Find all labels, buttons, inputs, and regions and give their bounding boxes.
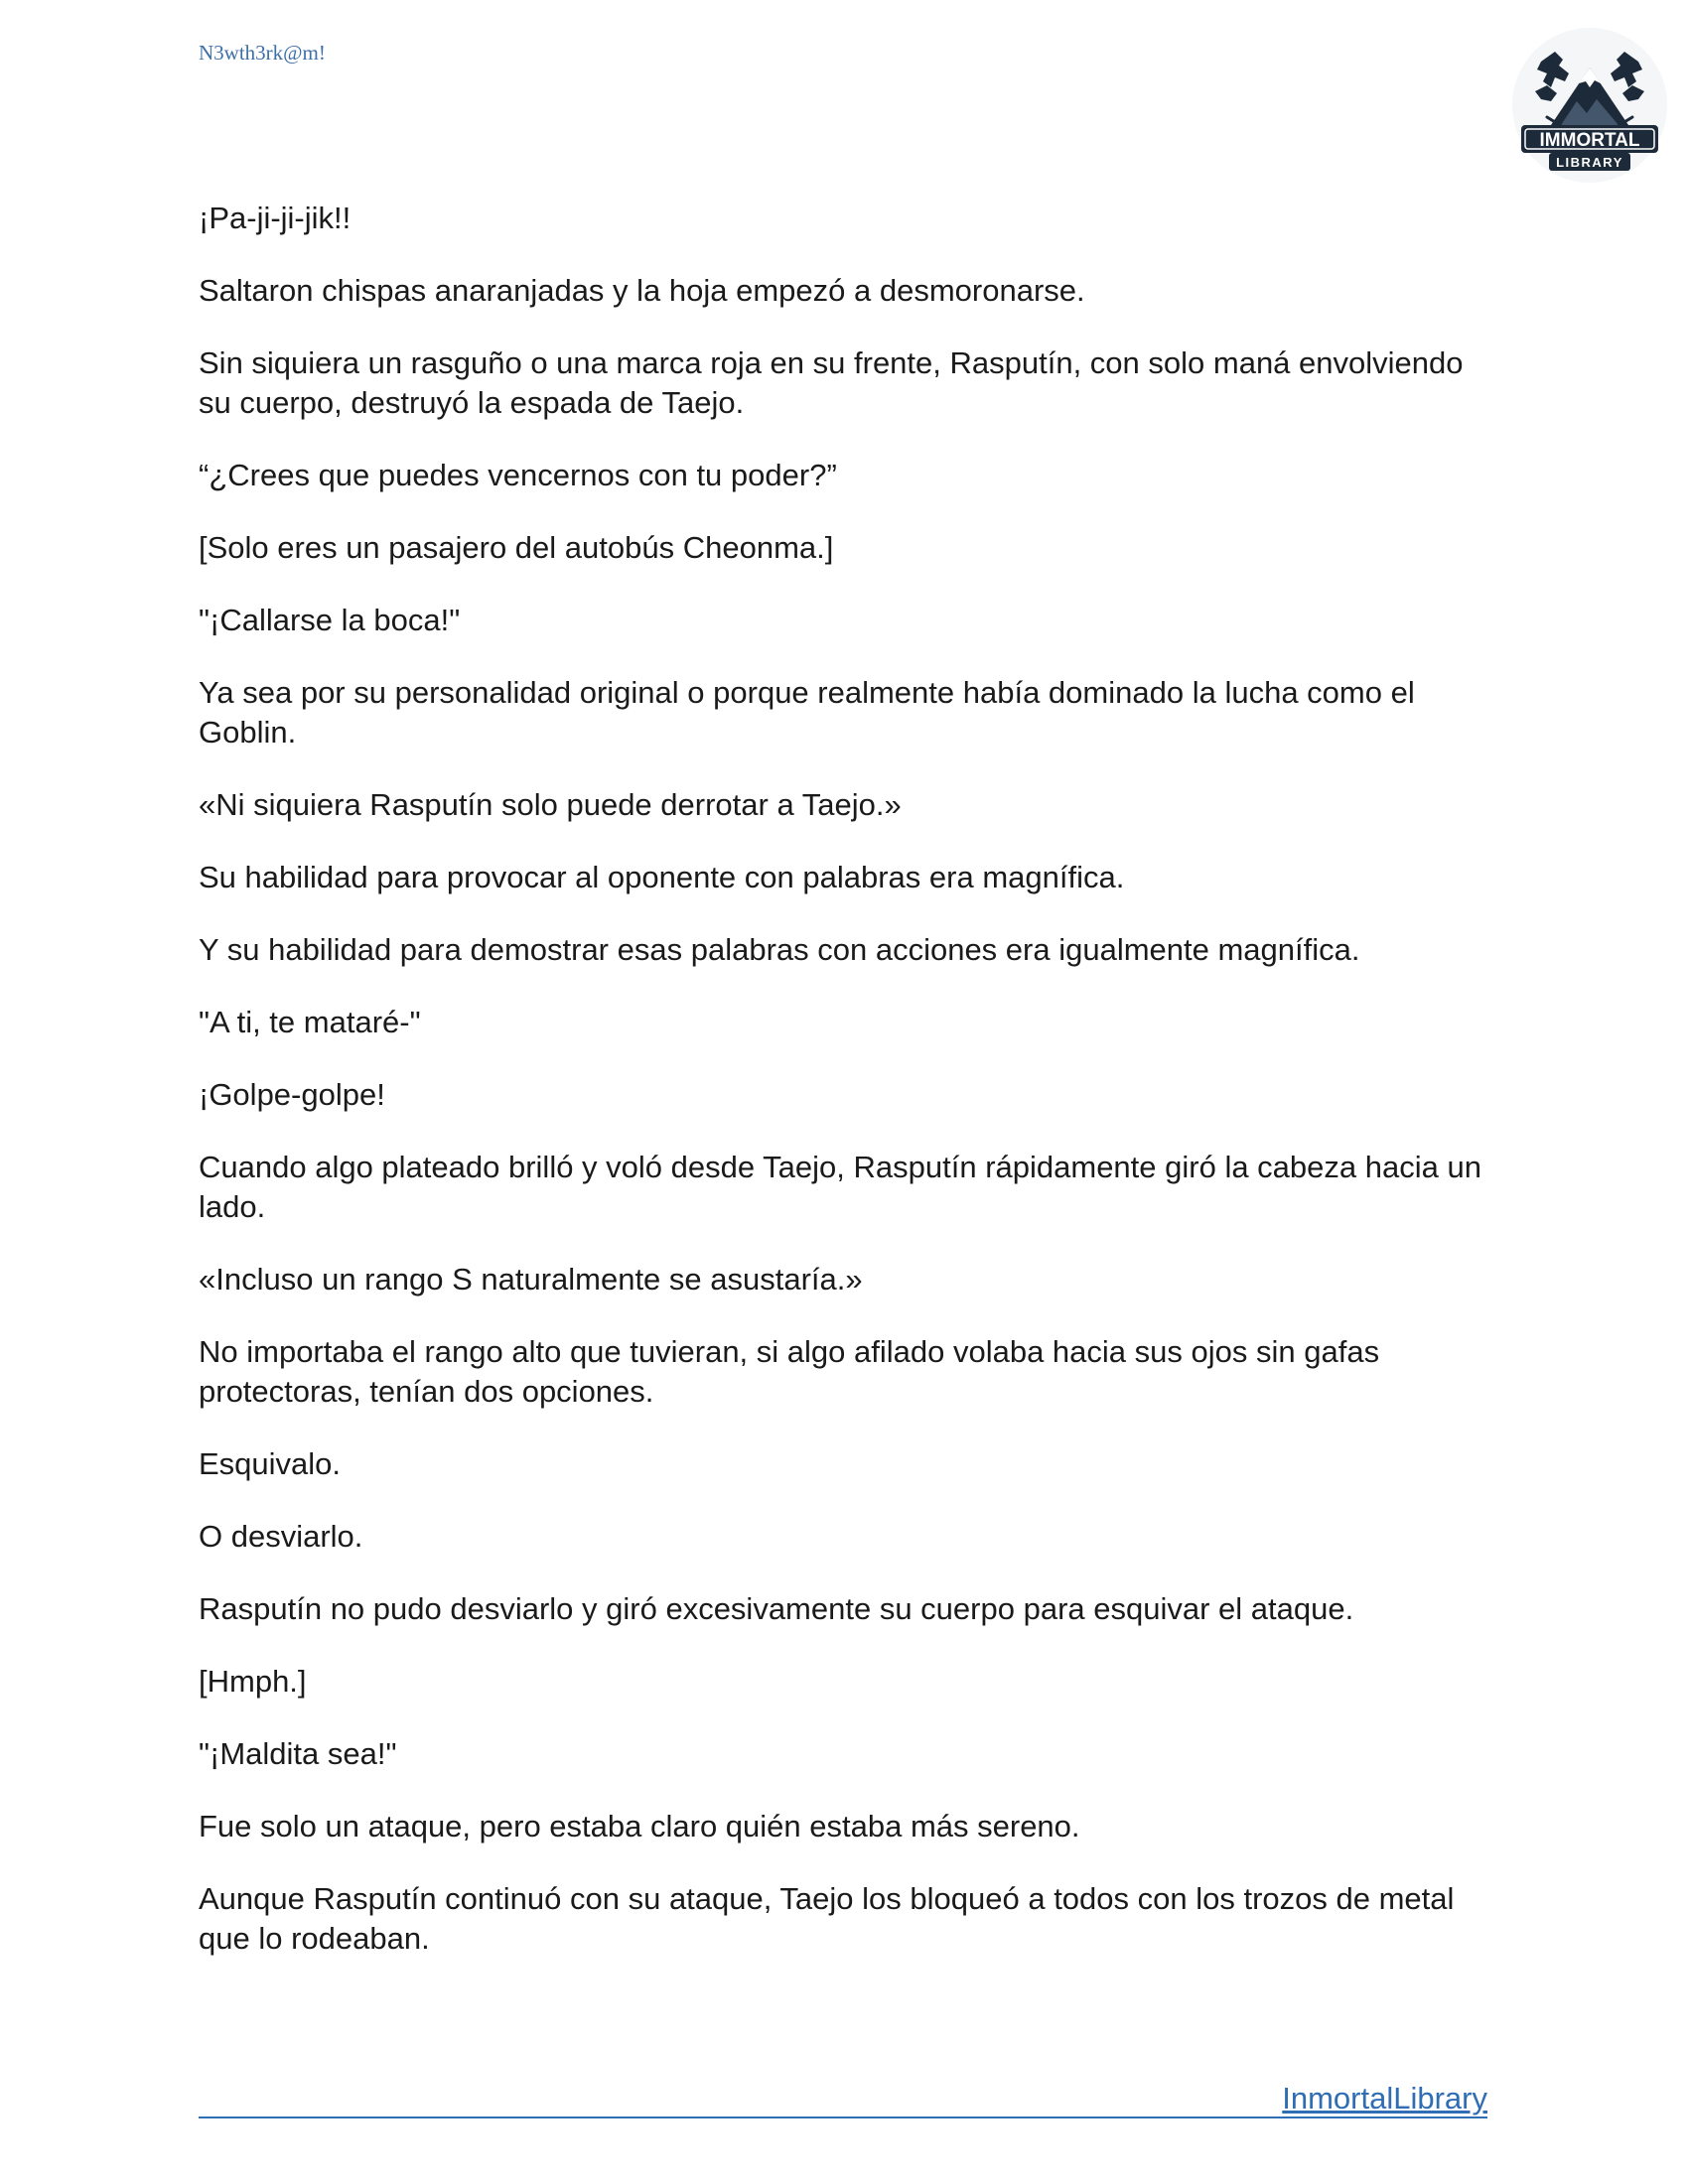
header-watermark-text: N3wth3rk@m! — [199, 41, 326, 65]
paragraph: [Hmph.] — [199, 1664, 307, 1699]
paragraph: «Incluso un rango S naturalmente se asustaría.» — [199, 1262, 863, 1297]
paragraph: ¡Pa-ji-ji-jik!! — [199, 201, 352, 235]
paragraph: [Solo eres un pasajero del autobús Cheonma.] — [199, 530, 834, 565]
paragraph: Fue solo un ataque, pero estaba claro quién estaba más sereno. — [199, 1809, 1080, 1843]
paragraph: ¡Golpe-golpe! — [199, 1077, 385, 1112]
paragraph: "¡Maldita sea!" — [199, 1736, 397, 1771]
paragraph: Y su habilidad para demostrar esas palabras con acciones era igualmente magnífica. — [199, 932, 1360, 967]
logo-title-text: IMMORTAL — [1539, 130, 1640, 151]
paragraph: Aunque Rasputín continuó con su ataque, Taejo los bloqueó a todos con los trozos de metal que lo rodeaban. — [199, 1881, 1455, 1956]
paragraph: "A ti, te mataré-" — [199, 1005, 421, 1039]
footer-link[interactable]: InmortalLibrary — [1282, 2081, 1487, 2116]
paragraph: O desviarlo. — [199, 1519, 363, 1554]
paragraph: Su habilidad para provocar al oponente con palabras era magnífica. — [199, 860, 1125, 894]
paragraph: Cuando algo plateado brilló y voló desde Taejo, Rasputín rápidamente giró la cabeza hacia un lado. — [199, 1150, 1481, 1224]
paragraph: Esquivalo. — [199, 1446, 342, 1481]
paragraph: No importaba el rango alto que tuvieran, si algo afilado volaba hacia sus ojos sin gafas protectoras, tenían dos opciones. — [199, 1334, 1380, 1409]
paragraph: Sin siquiera un rasguño o una marca roja en su frente, Rasputín, con solo maná envolviendo su cuerpo, destruyó la espada de Taejo. — [199, 345, 1464, 420]
paragraph: «Ni siquiera Rasputín solo puede derrotar a Taejo.» — [199, 787, 902, 822]
logo-subtitle-text: LIBRARY — [1556, 155, 1623, 170]
document-body — [199, 199, 1489, 1991]
paragraph: "¡Callarse la boca!" — [199, 603, 461, 637]
paragraph: Saltaron chispas anaranjadas y la hoja empezó a desmoronarse. — [199, 273, 1085, 308]
immortal-library-logo — [1511, 22, 1668, 189]
footer-divider — [199, 2116, 1487, 2118]
paragraph: “¿Crees que puedes vencernos con tu poder?” — [199, 458, 837, 492]
paragraph: Rasputín no pudo desviarlo y giró excesivamente su cuerpo para esquivar el ataque. — [199, 1591, 1354, 1626]
paragraph: Ya sea por su personalidad original o porque realmente había dominado la lucha como el Goblin. — [199, 675, 1415, 750]
